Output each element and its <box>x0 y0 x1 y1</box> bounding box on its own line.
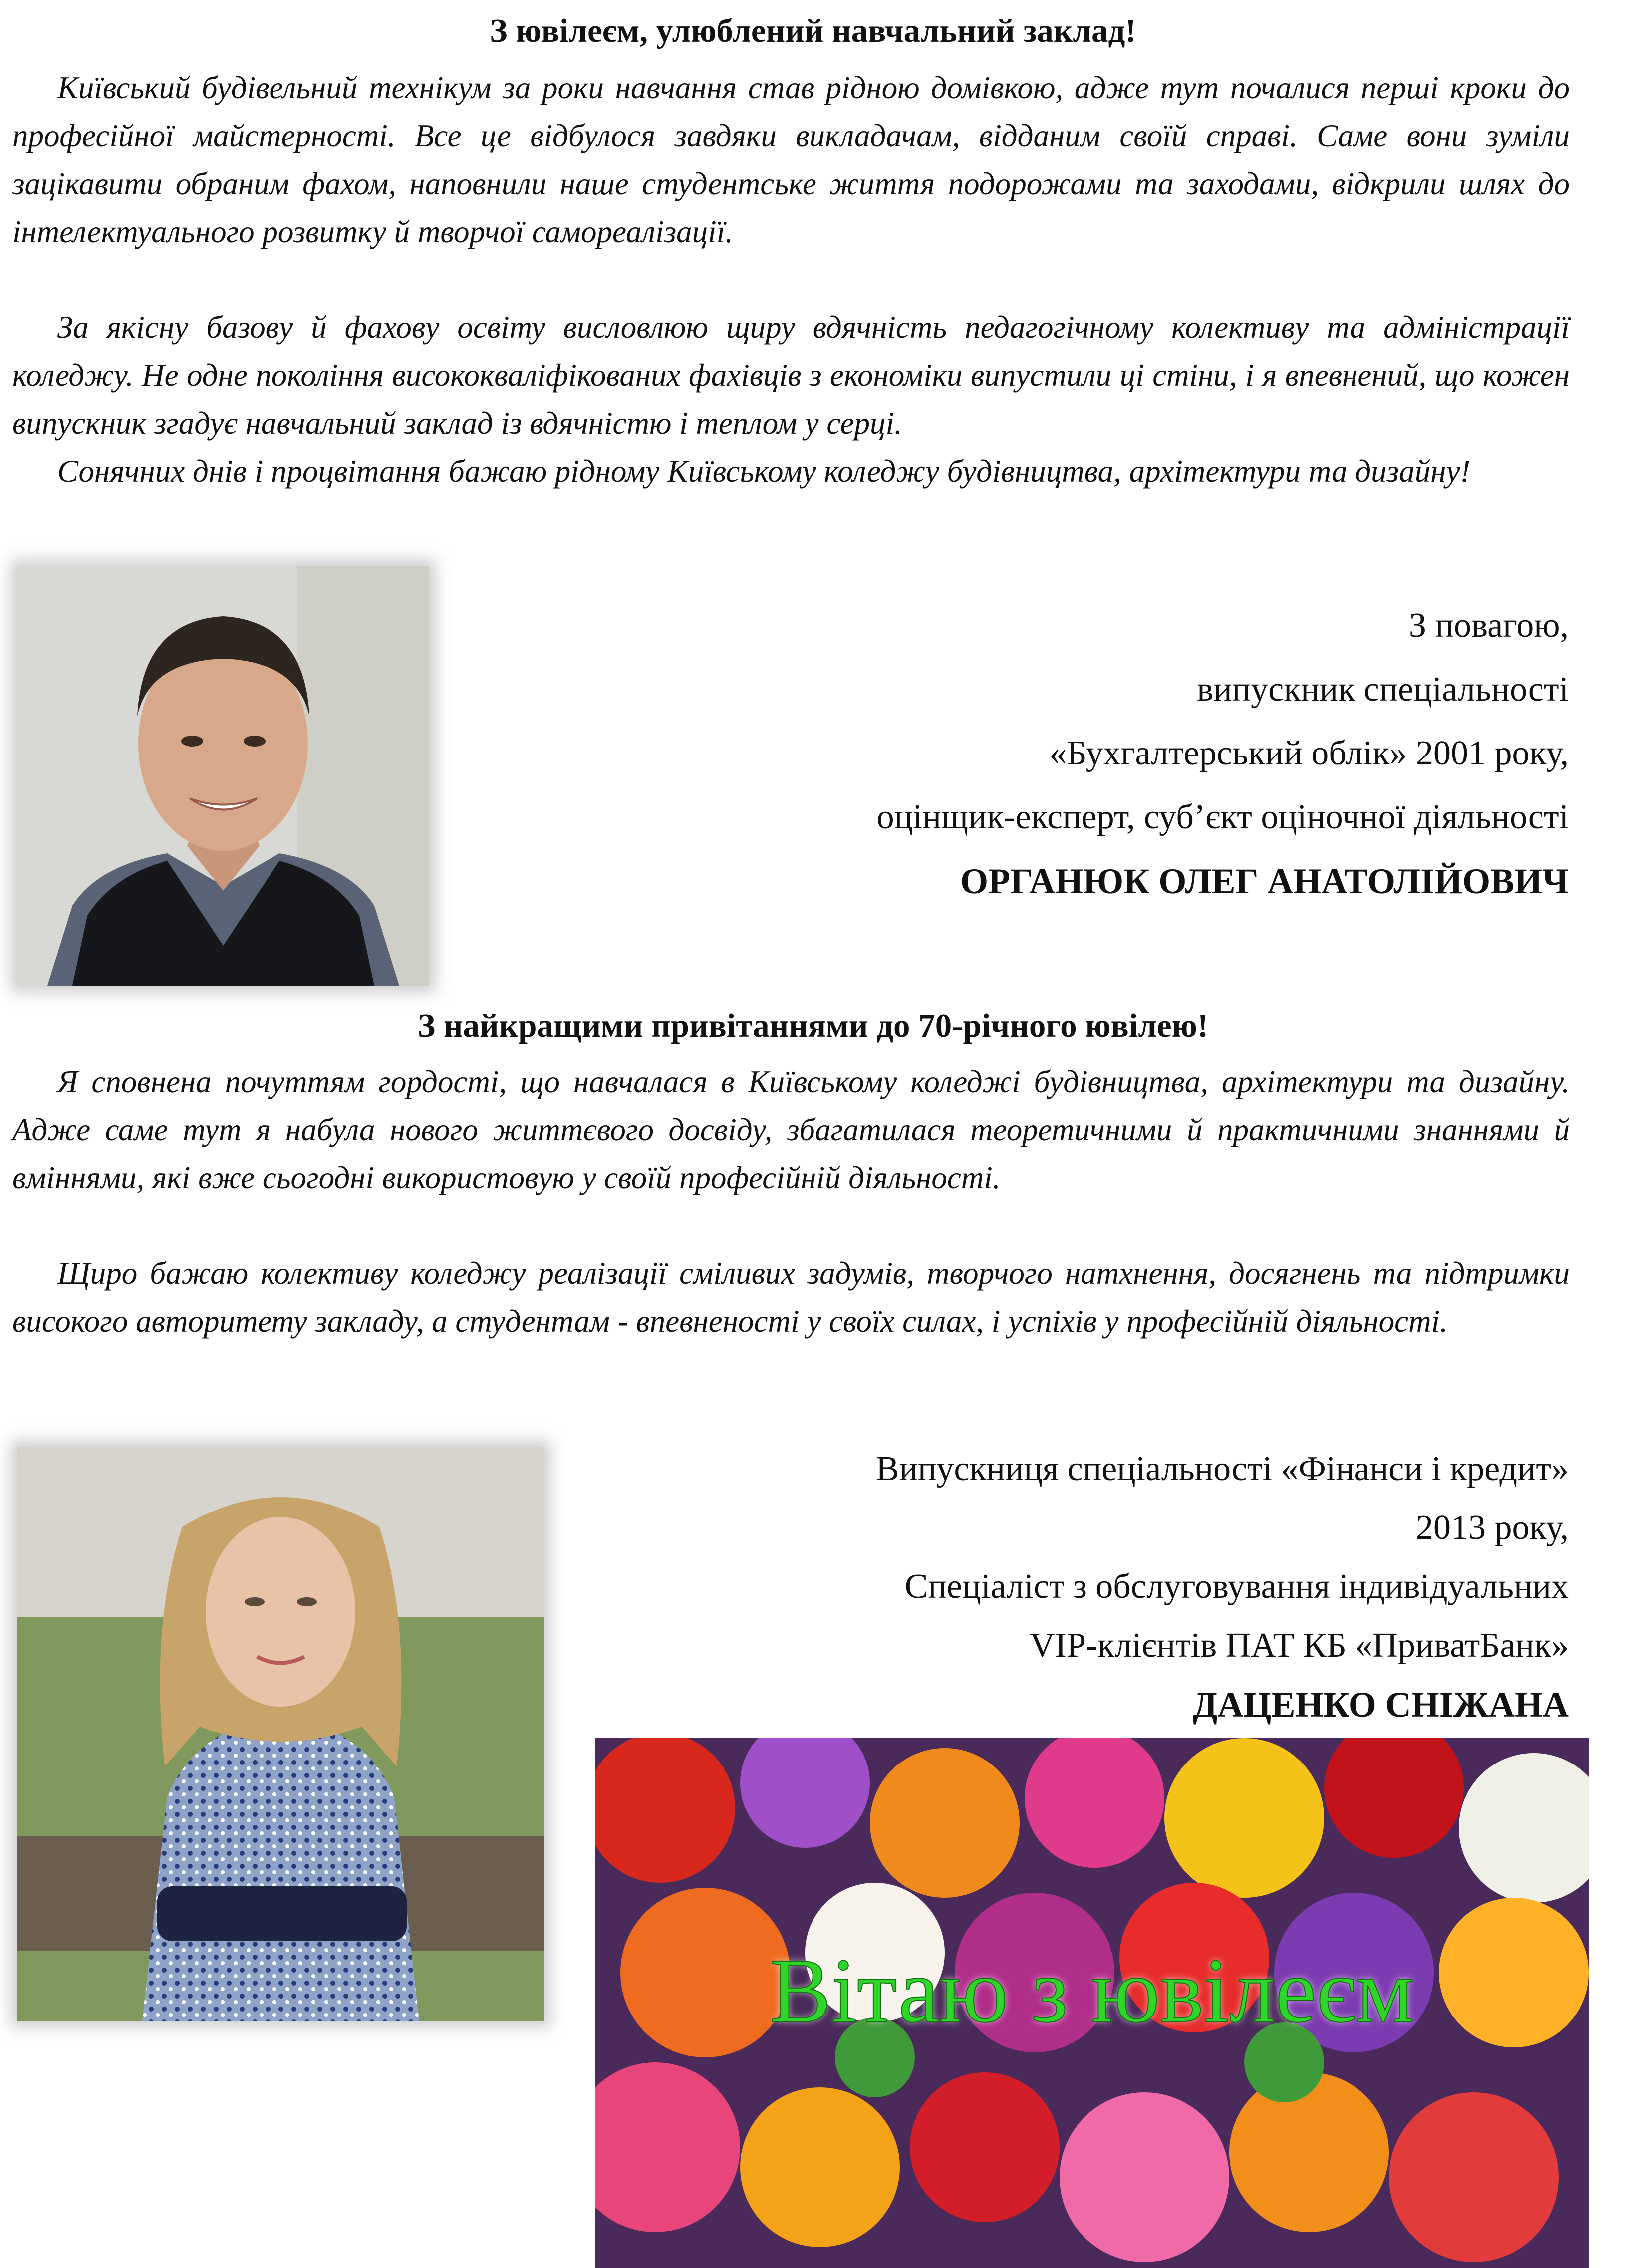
signature-line-position: Спеціаліст з обслуговування індивідуальних <box>904 1567 1569 1606</box>
portrait-woman-image <box>17 1447 544 2021</box>
section1-paragraph-2: За якісну базову й фахову освіту висловлюю щиру вдячність педагогічному колективу та адміністрації коледжу. Не одне покоління висококваліфікованих фахівців з економіки випустили ці стіни, і я впевнений, що кожен випускник згадує навчальний заклад із вдячністю і теплом у серці. <box>12 310 1570 441</box>
flowers-caption: Вітаю з ювілеєм <box>770 1940 1414 2042</box>
graduate-name-organiuk: ОРГАНЮК ОЛЕГ АНАТОЛІЙОВИЧ <box>960 861 1569 901</box>
section2-paragraph-1: Я сповнена почуттям гордості, що навчалася в Київському коледжі будівництва, архітектури та дизайну. Адже саме тут я набула нового життєвого досвіду, збагатилася теоретичними й практичними знаннями й вміннями, які вже сьогодні використовую у своїй професійній діяльності. <box>12 1064 1570 1195</box>
section1-paragraph-1: Київський будівельний технікум за роки навчання став рідною домівкою, адже тут почалися перші кроки до професійної майстерності. Все це відбулося завдяки викладачам, відданим своїй справі. Саме вони зуміли зацікавити обраним фахом, наповнили наше студентське життя подорожами та заходами, відкрили шлях до інтелектуального розвитку й творчої самореалізації. <box>12 70 1570 249</box>
section2-paragraph-2: Щиро бажаю колективу коледжу реалізації сміливих задумів, творчого натхнення, досягнень та підтримки високого авторитету закладу, а студентам - впевненості у своїх силах, і успіхів у професійній діяльності. <box>12 1256 1570 1339</box>
portrait-man-image <box>17 566 429 986</box>
signature-line-year: 2013 року, <box>1415 1509 1569 1547</box>
graduate-name-datsenko: ДАЦЕНКО СНІЖАНА <box>1192 1685 1569 1725</box>
section1-signature <box>620 594 1569 913</box>
graduate-photo-man <box>17 566 429 986</box>
signature-line-program: «Бухгалтерський облік» 2001 року, <box>1049 734 1569 772</box>
section2-signature <box>620 1440 1569 1734</box>
section2-title: З найкращими привітаннями до 70-річного ювілею! <box>417 1008 1209 1044</box>
section1-paragraph-3: Сонячних днів і процвітання бажаю рідному Київському коледжу будівництва, архітектури та дизайну! <box>57 454 1471 489</box>
signature-line-position: оцінщик-експерт, суб’єкт оціночної діяльності <box>876 798 1569 836</box>
signature-line-regards: З повагою, <box>1409 606 1569 645</box>
signature-line-employer: VIP-клієнтів ПАТ КБ «ПриватБанк» <box>1030 1626 1569 1665</box>
signature-line-specialty: Випускниця спеціальності «Фінанси і кредит» <box>875 1450 1569 1488</box>
flowers-greeting-card <box>595 1738 1589 2268</box>
graduate-photo-woman <box>17 1447 544 2021</box>
signature-line-specialty: випускник спеціальності <box>1197 670 1569 709</box>
section1-title: З ювілеєм, улюблений навчальний заклад! <box>490 12 1136 49</box>
